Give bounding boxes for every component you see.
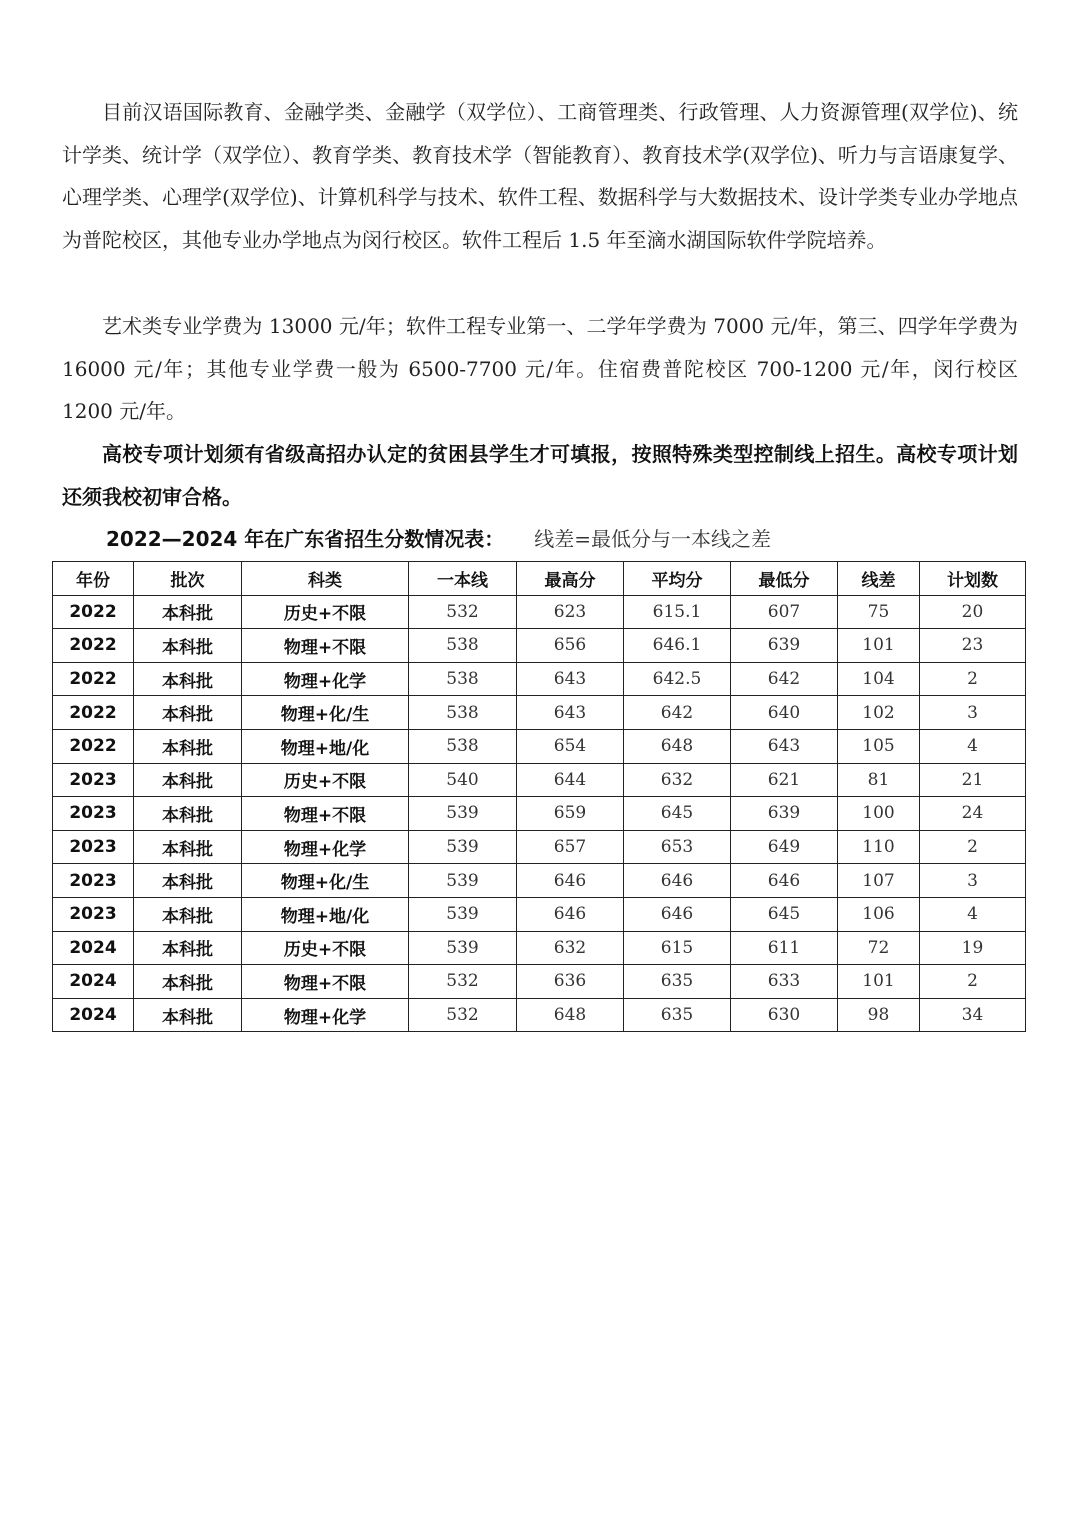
table-row: [53, 662, 1026, 696]
line-diff-cell: 104: [838, 662, 920, 696]
subject-cell: 历史+不限: [242, 595, 409, 629]
plan-count-cell: 2: [920, 830, 1026, 864]
campus-location-paragraph: 目前汉语国际教育、金融学类、金融学（双学位）、工商管理类、行政管理、人力资源管理(双学位)、统计学类、统计学（双学位）、教育学类、教育技术学（智能教育）、教育技术学(双学位)、听力与言语康复学、心理学类、心理学(双学位)、计算机科学与技术、软件工程、数据科学与大数据技术、设计学类专业办学地点为普陀校区，其他专业办学地点为闵行校区。软件工程后 1.5 年至滴水湖国际软件学院培养。: [62, 100, 1018, 252]
table-row: [53, 965, 1026, 999]
table-row: [53, 998, 1026, 1032]
plan-count-cell: 2: [920, 965, 1026, 999]
avg-score-cell: 642: [624, 696, 731, 730]
max-score-cell: 632: [517, 931, 624, 965]
year-cell: 2022: [53, 629, 134, 663]
batch-cell: 本科批: [134, 729, 242, 763]
tier1-line-cell: 539: [409, 931, 517, 965]
subject-cell: 物理+不限: [242, 797, 409, 831]
max-score-cell: 623: [517, 595, 624, 629]
avg-score-cell: 615: [624, 931, 731, 965]
subject-cell: 物理+地/化: [242, 897, 409, 931]
plan-count-cell: 20: [920, 595, 1026, 629]
subject-cell: 物理+不限: [242, 629, 409, 663]
max-score-cell: 648: [517, 998, 624, 1032]
min-score-cell: 633: [731, 965, 838, 999]
plan-count-cell: 4: [920, 897, 1026, 931]
avg-score-cell: 635: [624, 998, 731, 1032]
max-score-cell: 643: [517, 696, 624, 730]
tuition-fee-paragraph: 艺术类专业学费为 13000 元/年；软件工程专业第一、二学年学费为 7000 元/年，第三、四学年学费为 16000 元/年；其他专业学费一般为 6500-7700 元/年。住宿费普陀校区 700-1200 元/年，闵行校区 1200 元/年。: [62, 314, 1018, 423]
table-body: [53, 595, 1026, 1032]
table-row: [53, 931, 1026, 965]
header-batch: 批次: [134, 562, 242, 596]
avg-score-cell: 645: [624, 797, 731, 831]
line-diff-cell: 81: [838, 763, 920, 797]
batch-cell: 本科批: [134, 897, 242, 931]
tier1-line-cell: 532: [409, 965, 517, 999]
tier1-line-cell: 539: [409, 864, 517, 898]
plan-count-cell: 24: [920, 797, 1026, 831]
batch-cell: 本科批: [134, 629, 242, 663]
tier1-line-cell: 532: [409, 998, 517, 1032]
max-score-cell: 659: [517, 797, 624, 831]
table-row: [53, 595, 1026, 629]
avg-score-cell: 653: [624, 830, 731, 864]
year-cell: 2022: [53, 595, 134, 629]
table-row: [53, 629, 1026, 663]
min-score-cell: 640: [731, 696, 838, 730]
subject-cell: 物理+化/生: [242, 864, 409, 898]
min-score-cell: 643: [731, 729, 838, 763]
year-cell: 2024: [53, 965, 134, 999]
table-row: [53, 797, 1026, 831]
max-score-cell: 646: [517, 864, 624, 898]
batch-cell: 本科批: [134, 696, 242, 730]
header-max-score: 最高分: [517, 562, 624, 596]
year-cell: 2023: [53, 897, 134, 931]
year-cell: 2023: [53, 763, 134, 797]
max-score-cell: 644: [517, 763, 624, 797]
line-diff-cell: 98: [838, 998, 920, 1032]
min-score-cell: 645: [731, 897, 838, 931]
table-caption-title: 2022—2024 年在广东省招生分数情况表：: [106, 527, 505, 551]
batch-cell: 本科批: [134, 965, 242, 999]
max-score-cell: 643: [517, 662, 624, 696]
year-cell: 2024: [53, 931, 134, 965]
year-cell: 2022: [53, 729, 134, 763]
subject-cell: 历史+不限: [242, 763, 409, 797]
avg-score-cell: 646: [624, 897, 731, 931]
year-cell: 2022: [53, 696, 134, 730]
table-header-row: [53, 562, 1026, 596]
subject-cell: 物理+不限: [242, 965, 409, 999]
header-plan-count: 计划数: [920, 562, 1026, 596]
header-line-diff: 线差: [838, 562, 920, 596]
subject-cell: 物理+化学: [242, 998, 409, 1032]
avg-score-cell: 642.5: [624, 662, 731, 696]
table-row: [53, 864, 1026, 898]
tier1-line-cell: 538: [409, 662, 517, 696]
batch-cell: 本科批: [134, 763, 242, 797]
max-score-cell: 654: [517, 729, 624, 763]
header-year: 年份: [53, 562, 134, 596]
line-diff-cell: 102: [838, 696, 920, 730]
plan-count-cell: 19: [920, 931, 1026, 965]
line-diff-cell: 107: [838, 864, 920, 898]
batch-cell: 本科批: [134, 797, 242, 831]
avg-score-cell: 648: [624, 729, 731, 763]
table-caption-note: 线差=最低分与一本线之差: [534, 527, 772, 551]
line-diff-cell: 72: [838, 931, 920, 965]
subject-cell: 物理+化/生: [242, 696, 409, 730]
tier1-line-cell: 538: [409, 729, 517, 763]
subject-cell: 历史+不限: [242, 931, 409, 965]
line-diff-cell: 75: [838, 595, 920, 629]
batch-cell: 本科批: [134, 830, 242, 864]
min-score-cell: 621: [731, 763, 838, 797]
min-score-cell: 639: [731, 797, 838, 831]
line-diff-cell: 110: [838, 830, 920, 864]
table-row: [53, 830, 1026, 864]
batch-cell: 本科批: [134, 864, 242, 898]
plan-count-cell: 2: [920, 662, 1026, 696]
max-score-cell: 657: [517, 830, 624, 864]
min-score-cell: 642: [731, 662, 838, 696]
tier1-line-cell: 538: [409, 629, 517, 663]
avg-score-cell: 646: [624, 864, 731, 898]
tier1-line-cell: 539: [409, 897, 517, 931]
plan-count-cell: 34: [920, 998, 1026, 1032]
line-diff-cell: 101: [838, 965, 920, 999]
min-score-cell: 646: [731, 864, 838, 898]
admission-scores-table: [52, 561, 1026, 1032]
batch-cell: 本科批: [134, 931, 242, 965]
batch-cell: 本科批: [134, 998, 242, 1032]
plan-count-cell: 23: [920, 629, 1026, 663]
avg-score-cell: 632: [624, 763, 731, 797]
subject-cell: 物理+地/化: [242, 729, 409, 763]
year-cell: 2023: [53, 797, 134, 831]
plan-count-cell: 4: [920, 729, 1026, 763]
batch-cell: 本科批: [134, 595, 242, 629]
tier1-line-cell: 539: [409, 830, 517, 864]
table-row: [53, 897, 1026, 931]
year-cell: 2023: [53, 864, 134, 898]
avg-score-cell: 635: [624, 965, 731, 999]
line-diff-cell: 100: [838, 797, 920, 831]
header-min-score: 最低分: [731, 562, 838, 596]
line-diff-cell: 106: [838, 897, 920, 931]
header-avg-score: 平均分: [624, 562, 731, 596]
table-row: [53, 763, 1026, 797]
batch-cell: 本科批: [134, 662, 242, 696]
max-score-cell: 636: [517, 965, 624, 999]
table-row: [53, 729, 1026, 763]
year-cell: 2024: [53, 998, 134, 1032]
tier1-line-cell: 538: [409, 696, 517, 730]
plan-count-cell: 3: [920, 696, 1026, 730]
tier1-line-cell: 539: [409, 797, 517, 831]
header-tier1-line: 一本线: [409, 562, 517, 596]
min-score-cell: 630: [731, 998, 838, 1032]
avg-score-cell: 646.1: [624, 629, 731, 663]
year-cell: 2023: [53, 830, 134, 864]
min-score-cell: 639: [731, 629, 838, 663]
min-score-cell: 649: [731, 830, 838, 864]
subject-cell: 物理+化学: [242, 830, 409, 864]
table-caption: [106, 523, 771, 555]
header-subject: 科类: [242, 562, 409, 596]
max-score-cell: 646: [517, 897, 624, 931]
min-score-cell: 611: [731, 931, 838, 965]
line-diff-cell: 101: [838, 629, 920, 663]
subject-cell: 物理+化学: [242, 662, 409, 696]
table-row: [53, 696, 1026, 730]
special-plan-notice: 高校专项计划须有省级高招办认定的贫困县学生才可填报，按照特殊类型控制线上招生。高校专项计划还须我校初审合格。: [62, 442, 1018, 509]
plan-count-cell: 3: [920, 864, 1026, 898]
line-diff-cell: 105: [838, 729, 920, 763]
avg-score-cell: 615.1: [624, 595, 731, 629]
plan-count-cell: 21: [920, 763, 1026, 797]
tier1-line-cell: 540: [409, 763, 517, 797]
min-score-cell: 607: [731, 595, 838, 629]
max-score-cell: 656: [517, 629, 624, 663]
tier1-line-cell: 532: [409, 595, 517, 629]
year-cell: 2022: [53, 662, 134, 696]
